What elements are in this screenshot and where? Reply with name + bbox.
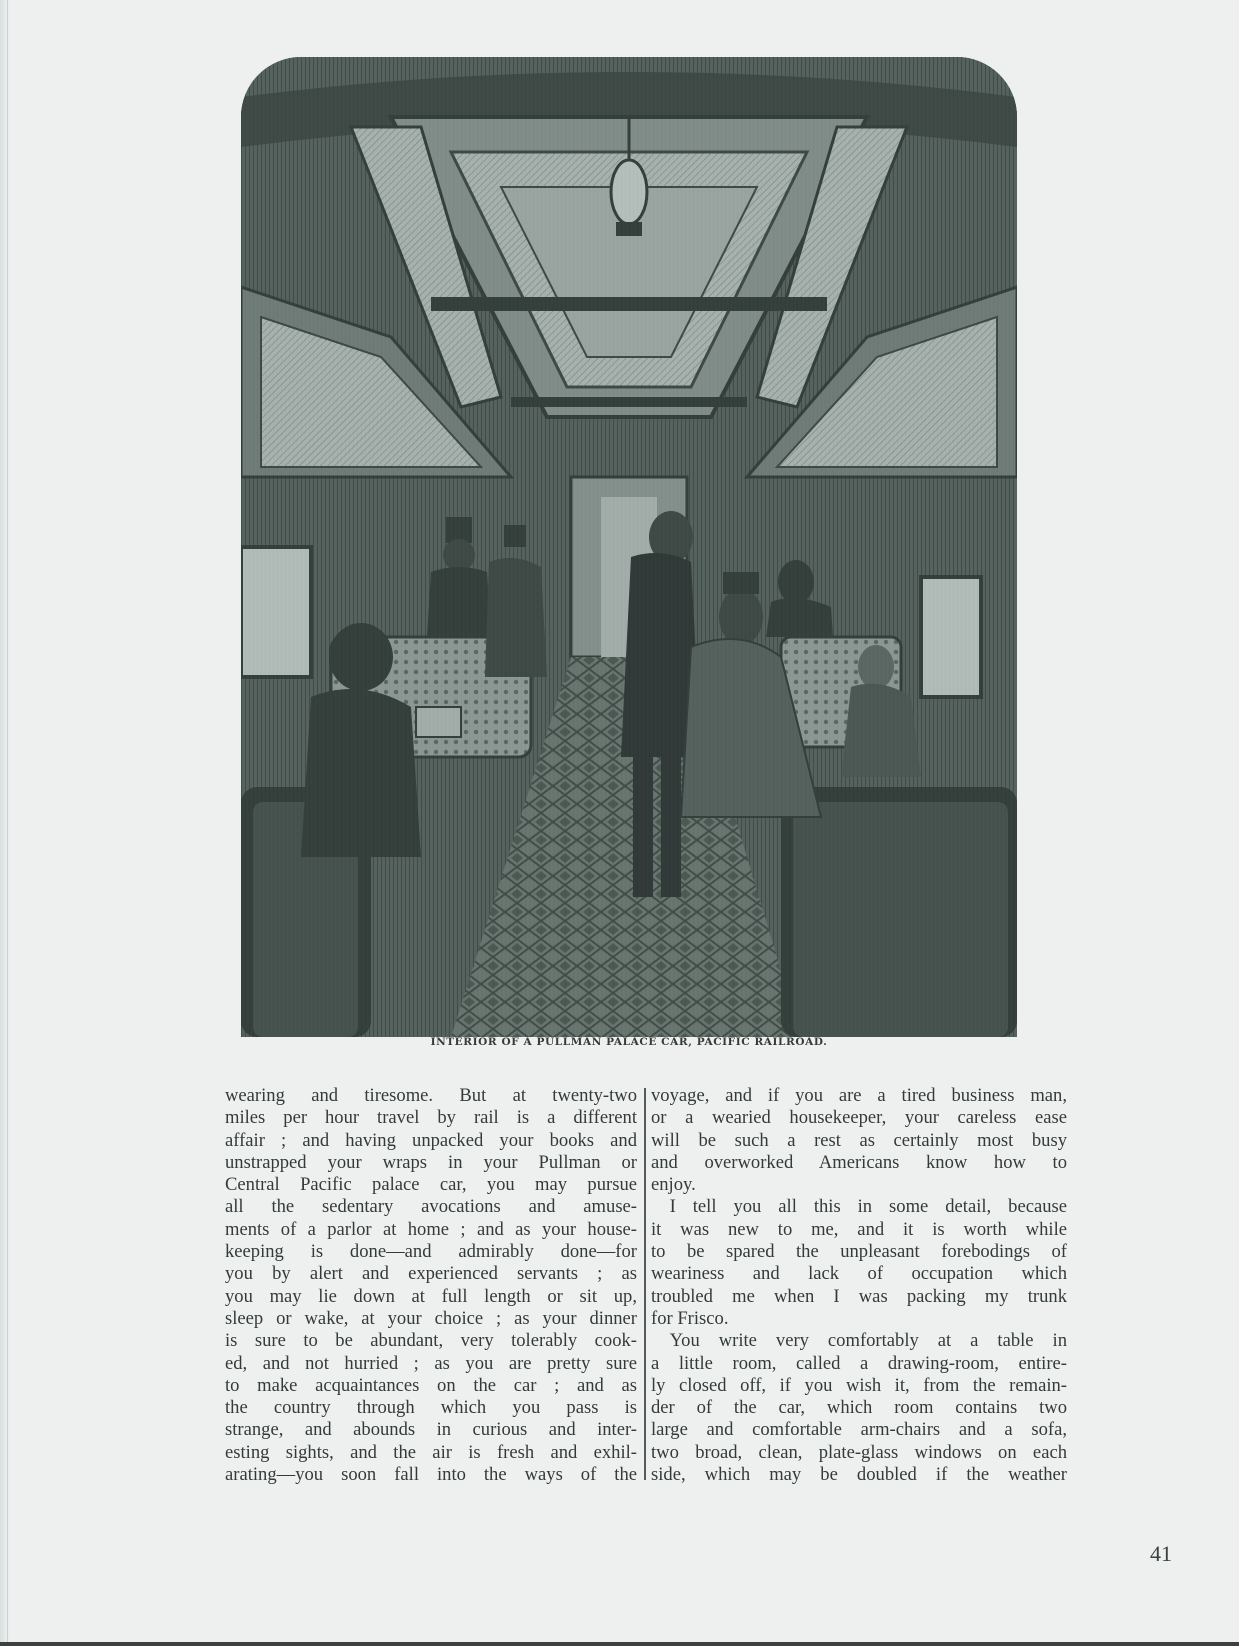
text-line: is sure to be abundant, very tolerably cook- — [225, 1330, 637, 1352]
text-line: and overworked Americans know how to — [651, 1151, 1067, 1173]
text-line: arating—you soon fall into the ways of the — [225, 1464, 637, 1486]
text-line: weariness and lack of occupation which — [651, 1263, 1067, 1285]
text-line: you by alert and experienced servants ; as — [225, 1263, 637, 1285]
text-line: der of the car, which room contains two — [651, 1397, 1067, 1419]
scan-bottom-edge — [0, 1642, 1239, 1646]
text-line: sleep or wake, at your choice ; as your dinner — [225, 1307, 637, 1329]
engraving-illustration — [241, 57, 1017, 1037]
text-line: troubled me when I was packing my trunk — [651, 1285, 1067, 1307]
text-line: enjoy. — [651, 1174, 696, 1196]
text-line: wearing and tiresome. But at twenty-two — [225, 1085, 637, 1106]
text-line: two broad, clean, plate-glass windows on each — [651, 1441, 1067, 1463]
text-line: strange, and abounds in curious and inter- — [225, 1419, 637, 1441]
text-line: ed, and not hurried ; as you are pretty sure — [225, 1352, 637, 1374]
text-line: miles per hour travel by rail is a different — [225, 1107, 637, 1129]
text-line: a little room, called a drawing-room, entire- — [651, 1352, 1067, 1374]
text-line: keeping is done—and admirably done—for — [225, 1241, 637, 1263]
text-line: unstrapped your wraps in your Pullman or — [225, 1151, 637, 1173]
text-line: the country through which you pass is — [225, 1397, 637, 1419]
binding-shadow — [7, 0, 8, 1646]
text-line: side, which may be doubled if the weather — [651, 1464, 1067, 1486]
text-line: or a wearied housekeeper, your careless ease — [651, 1107, 1067, 1129]
text-line: all the sedentary avocations and amuse- — [225, 1196, 637, 1218]
page-edge — [0, 0, 10, 1646]
text-line: ments of a parlor at home ; and as your house- — [225, 1218, 637, 1240]
figure-caption: INTERIOR OF A PULLMAN PALACE CAR, PACIFIC RAILROAD. — [430, 1036, 828, 1048]
text-column-right — [651, 1085, 1067, 1486]
text-line: ly closed off, if you wish it, from the remain- — [651, 1374, 1067, 1396]
text-line: you may lie down at full length or sit up, — [225, 1285, 637, 1307]
text-line: I tell you all this in some detail, because — [651, 1196, 1067, 1218]
text-line: voyage, and if you are a tired business man, — [651, 1085, 1067, 1106]
text-line: for Frisco. — [651, 1307, 729, 1329]
text-line: large and comfortable arm-chairs and a sofa, — [651, 1419, 1067, 1441]
text-line: it was new to me, and it is worth while — [651, 1218, 1067, 1240]
page-number: 41 — [1150, 1541, 1172, 1566]
text-line: to make acquaintances on the car ; and as — [225, 1374, 637, 1396]
text-line: will be such a rest as certainly most busy — [651, 1129, 1067, 1151]
text-line: affair ; and having unpacked your books and — [225, 1129, 637, 1151]
pullman-car-engraving — [241, 57, 1017, 1037]
text-line: You write very comfortably at a table in — [651, 1330, 1067, 1352]
column-divider — [644, 1088, 646, 1480]
text-line: esting sights, and the air is fresh and exhil- — [225, 1441, 637, 1463]
text-line: Central Pacific palace car, you may pursue — [225, 1174, 637, 1196]
text-column-left — [225, 1085, 637, 1486]
text-line: to be spared the unpleasant forebodings of — [651, 1241, 1067, 1263]
